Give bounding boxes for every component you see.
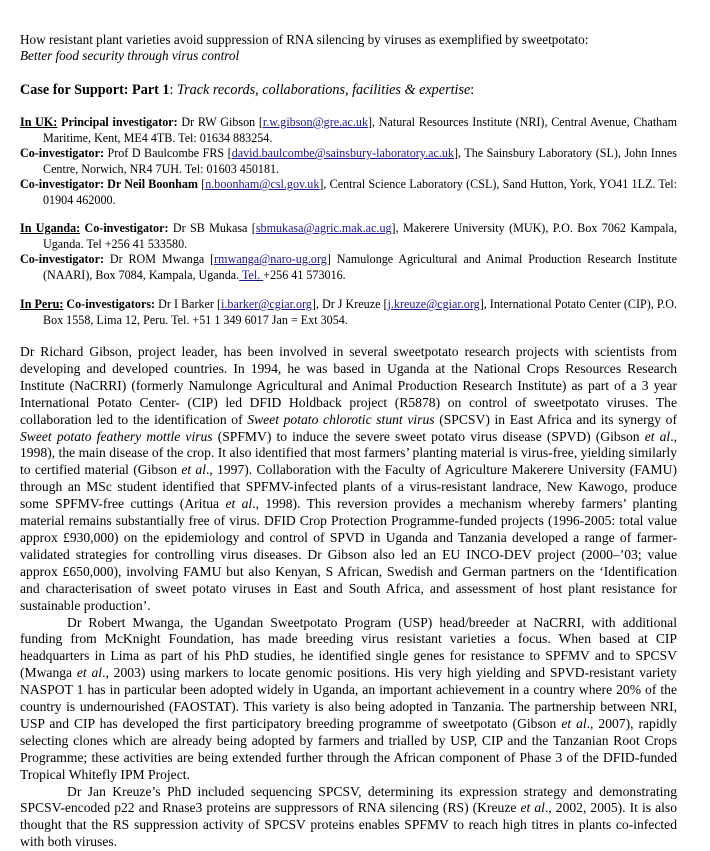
email-link[interactable]: r.w.gibson@gre.ac.uk xyxy=(262,115,368,129)
contact-text: ], Natural Resources Institute (NRI), Central Avenue, Chatham Maritime, Kent, ME4 4TB. Tel: 01634 883254. xyxy=(43,115,678,145)
title-subtitle: Better food security through virus control xyxy=(20,48,240,63)
paragraph-kreuze: Dr Jan Kreuze’s PhD included sequencing SPCSV, determining its expression strategy and demonstrating SPCSV-encoded p22 and Rnase3 proteins are suppressors of RNA silencing (RS) (Kreuze et al., 2002, 2005). It is also thought that the RS suppression activity of SPCSV proteins enables SPFMV to reach high titres in plants co-infected with both viruses. xyxy=(20,783,677,850)
section-heading-bold: Case for Support: Part 1 xyxy=(20,82,170,98)
role-label: Co-investigator: xyxy=(80,221,169,235)
email-link[interactable]: sbmukasa@agric.mak.ac.ug xyxy=(255,221,392,235)
uk-co-investigator-1 xyxy=(20,146,677,177)
contact-text: ] Namulonge Agricultural and Animal Production Research Institute (NAARI), Box 7084, Kampala, Uganda. xyxy=(43,252,677,282)
tel-link[interactable]: Tel. xyxy=(239,267,264,282)
uk-contacts xyxy=(20,115,677,208)
contact-text: Dr ROM Mwanga [ xyxy=(103,252,215,266)
peru-co-investigators xyxy=(20,297,677,328)
role-label: Co-investigator: xyxy=(20,146,104,160)
region-label-peru: In Peru: xyxy=(20,297,64,311)
contact-text: ], Makerere University (MUK), P.O. Box 7062 Kampala, Uganda. Tel +256 41 533580. xyxy=(43,221,677,251)
uk-co-investigator-2 xyxy=(20,177,677,208)
email-link[interactable]: i.barker@cgiar.org xyxy=(221,297,312,311)
uganda-co-investigator-1 xyxy=(20,221,677,252)
contact-text: ], Dr J Kreuze [ xyxy=(311,297,388,311)
region-label-uk: In UK: xyxy=(20,115,58,129)
role-label: Principal investigator: xyxy=(57,115,178,129)
uganda-co-investigator-2 xyxy=(20,252,677,283)
paragraph-gibson: Dr Richard Gibson, project leader, has been involved in several sweetpotato research projects with scientists from developing and developed countries. In 1994, he was based in Uganda at the National Crops Resources Research Institute (NaCRRI) (formerly Namulonge Agricultural and Animal Production Research Institute) as part of a 3 year International Potato Center- (CIP) led DFID Holdback project (R5878) on control of sweetpotato viruses. The collaboration led to the identification of Sweet potato chlorotic stunt virus (SPCSV) in East Africa and its synergy of Sweet potato feathery mottle virus (SPFMV) to induce the severe sweet potato virus disease (SPVD) (Gibson et al., 1998), the main disease of the crop. It also identified that most farmers’ planting material is virus-free, yielding similarly to certified material (Gibson et al., 1997). Collaboration with the Faculty of Agriculture Makerere University (FAMU) through an MSc student identified that SPFMV-infected plants of a virus-resistant landrace, New Kawogo, produce some SPFMV-free cuttings (Aritua et al., 1998). This reversion provides a mechanism whereby farmers’ planting material remains substantially free of virus. DFID Crop Protection Programme-funded projects (1996-2005: total value approx £930,000) on the epidemiology and control of SPVD in Uganda and Tanzania developed a range of farmer-validated strategies for controlling virus diseases. Dr Gibson also led an EU INCO-DEV project (2000–’03; value approx £650,000), involving FAMU but also Kenyan, S African, Swedish and German partners on the ‘Identification and characterisation of sweet potato viruses in East and South Africa, and assessment of host plant resistance for sustainable production’. xyxy=(20,344,677,613)
role-label: Co-investigator: Dr Neil Boonham xyxy=(20,177,198,191)
contact-text: Dr RW Gibson [ xyxy=(177,115,263,129)
section-heading xyxy=(20,82,677,99)
contact-text: +256 41 573016. xyxy=(263,267,346,282)
email-link[interactable]: n.boonham@csl.gov.uk xyxy=(205,177,320,191)
contact-text: ], The Sainsbury Laboratory (SL), John Innes Centre, Norwich, NR4 7UH. Tel: 01603 450181. xyxy=(43,146,677,176)
body-text xyxy=(20,344,677,851)
section-heading-end: : xyxy=(470,82,475,98)
section-heading-italic: Track records, collaborations, facilities & expertise xyxy=(176,82,471,98)
title-main: How resistant plant varieties avoid suppression of RNA silencing by viruses as exemplified by sweetpotato: xyxy=(20,32,589,47)
contact-text: [ xyxy=(198,177,206,191)
region-label-uganda: In Uganda: xyxy=(20,221,81,235)
contact-text: Prof D Baulcombe FRS [ xyxy=(103,146,232,160)
contact-text: ], Central Science Laboratory (CSL), Sand Hutton, York, YO41 1LZ. Tel: 01904 462000. xyxy=(43,177,677,207)
contact-text: Dr SB Mukasa [ xyxy=(168,221,256,235)
document-title xyxy=(20,32,677,64)
role-label: Co-investigators: xyxy=(63,297,156,311)
email-link[interactable]: david.baulcombe@sainsbury-laboratory.ac.uk xyxy=(231,146,454,160)
role-label: Co-investigator: xyxy=(20,252,104,266)
section-heading-sep: : xyxy=(169,82,177,98)
peru-contacts xyxy=(20,297,677,328)
uganda-contacts xyxy=(20,221,677,283)
paragraph-mwanga: Dr Robert Mwanga, the Ugandan Sweetpotato Program (USP) head/breeder at NaCRRI, with additional funding from McKnight Foundation, has made breeding virus resistant varieties a focus. When based at CIP headquarters in Lima as part of his PhD studies, he identified single genes for resistance to SPFMV and to SPCSV (Mwanga et al., 2003) using markers to locate genomic positions. His very high yielding and SPVD-resistant variety NASPOT 1 has in particular been adopted widely in Uganda, an important achievement in a country where 20% of the country is undernourished (FAOSTAT). This variety is also being adopted in Tanzania. The partnership between NRI, USP and CIP has developed the first participatory breeding programme of sweetpotato (Gibson et al., 2007), rapidly selecting clones which are already being adopted by farmers and trialled by USP, CIP and the Tanzanian Root Crops Programme; these activities are being extended further through the African component of Phase 3 of the DFID-funded Tropical Whitefly IPM Project. xyxy=(20,614,677,782)
email-link[interactable]: rmwanga@naro-ug.org xyxy=(214,252,327,266)
contact-text: ], International Potato Center (CIP), P.O. Box 1558, Lima 12, Peru. Tel. +51 1 349 6017 Jan = Ext 3054. xyxy=(43,297,677,327)
uk-principal-investigator xyxy=(20,115,677,146)
email-link[interactable]: j.kreuze@cgiar.org xyxy=(387,297,480,311)
contact-text: Dr I Barker [ xyxy=(155,297,222,311)
